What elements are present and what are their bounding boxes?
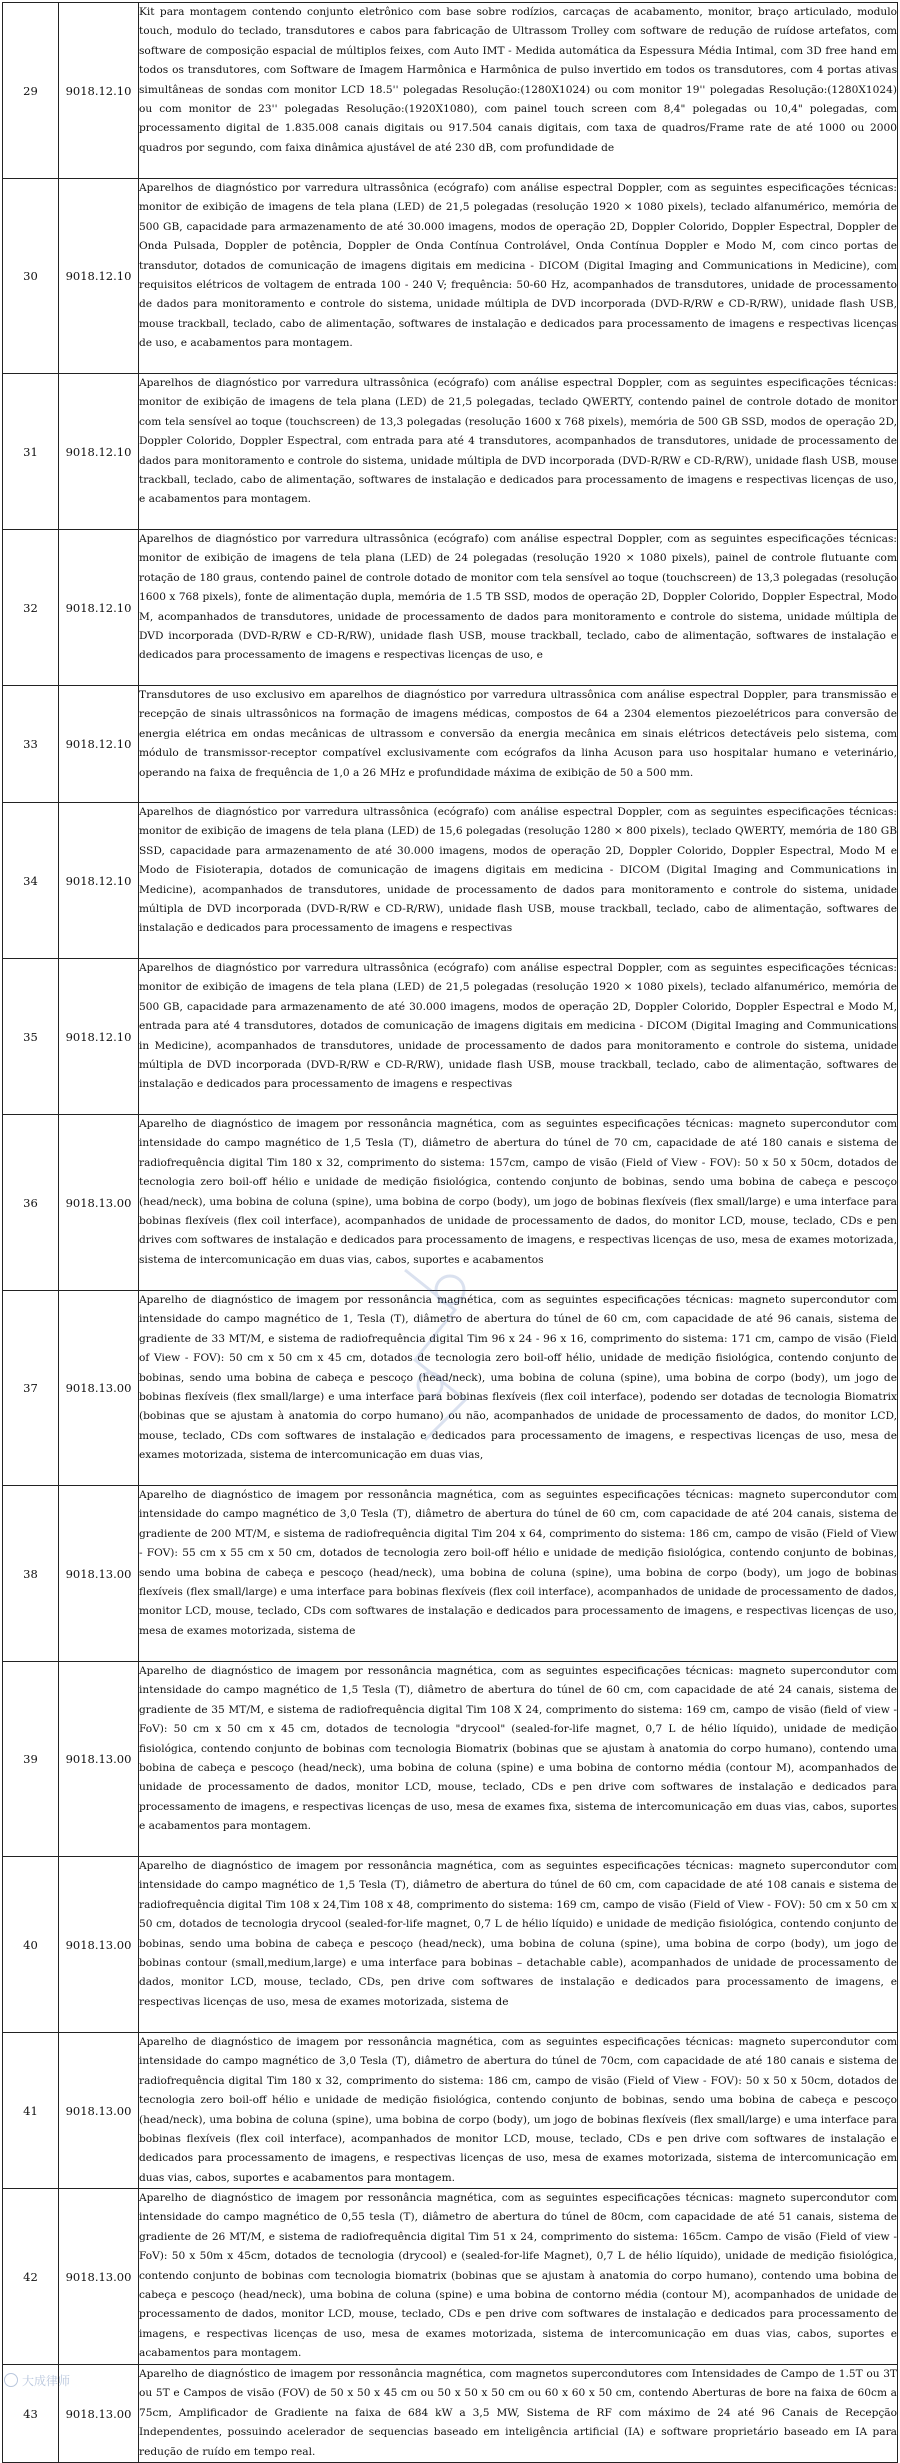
product-description-cell	[139, 530, 898, 686]
item-number: 43	[3, 2365, 59, 2463]
ncm-code: 9018.12.10	[59, 179, 139, 374]
product-description: Aparelhos de diagnóstico por varredura ultrassônica (ecógrafo) com análise espectral Doppler, com as seguintes especificações técnicas: monitor de exibição de imagens de tela plana (LED) de 21,5 polegadas, teclado QWERTY, contendo painel de controle dotado de monitor com tela sensível ao toque (touchscreen) de 13,3 polegadas (resolução 1600 x 768 pixels), memória de 500 GB SSD, modos de operação 2D, Doppler Colorido, Doppler Espectral, com entrada para até 4 transdutores, acompanhados de transdutores, unidade de processamento de dados para monitoramento e controle do sistema, unidade múltipla de DVD incorporada (DVD-R/RW e CD-R/RW), unidade flash USB, mouse trackball, teclado, cabo de alimentação, softwares de instalação e dedicados para processamento de imagens e respectivas licenças de uso, e acabamentos para montagem.	[139, 377, 897, 506]
ncm-code: 9018.13.00	[59, 2033, 139, 2189]
ncm-code: 9018.12.10	[59, 803, 139, 959]
footer-watermark	[0, 2368, 144, 2392]
watermark-logo-icon	[4, 2373, 18, 2387]
table-row	[3, 2189, 898, 2365]
product-description-cell	[139, 1291, 898, 1486]
item-number: 42	[3, 2189, 59, 2365]
ncm-code: 9018.12.10	[59, 686, 139, 803]
table-row	[3, 1857, 898, 2033]
item-number: 30	[3, 179, 59, 374]
product-description: Aparelhos de diagnóstico por varredura ultrassônica (ecógrafo) com análise espectral Doppler, com as seguintes especificações técnicas: monitor de exibição de imagens de tela plana (LED) de 21,5 polegadas (resolução 1920 × 1080 pixels), teclado alfanumérico, memória de 500 GB, capacidade para armazenamento de até 30.000 imagens, modos de operação 2D, Doppler Colorido, Doppler Espectral e Modo M, entrada para até 4 transdutores, dotados de comunicação de imagens digitais em medicina - DICOM (Digital Imaging and Communications in Medicine), acompanhados de transdutores, unidade de processamento de dados para monitoramento e controle do sistema, unidade múltipla de DVD incorporada (DVD-R/RW e CD-R/RW), unidade flash USB, mouse trackball, teclado, cabo de alimentação, softwares de instalação e dedicados para processamento de imagens e respectivas	[139, 962, 897, 1091]
product-description-cell	[139, 2033, 898, 2189]
item-number: 29	[3, 3, 59, 179]
item-number: 36	[3, 1115, 59, 1291]
product-description: Transdutores de uso exclusivo em aparelhos de diagnóstico por varredura ultrassônica com análise espectral Doppler, para transmissão e recepção de sinais ultrassônicos na formação de imagens médicas, compostos de 64 a 2304 elementos piezoelétricos para conversão de energia elétrica em ondas mecânicas de ultrassom e conversão da energia mecânica em sinais elétricos detectáveis pelo sistema, com módulo de transmissor-receptor compatível exclusivamente com ecógrafos da linha Acuson para uso hospitalar humano e veterinário, operando na faixa de frequência de 1,0 a 26 MHz e profundidade máxima de exibição de 50 a 500 mm.	[139, 689, 897, 779]
product-description: Aparelho de diagnóstico de imagem por ressonância magnética, com as seguintes especificações técnicas: magneto supercondutor com intensidade do campo magnético de 1, Tesla (T), diâmetro de abertura do túnel de 60 cm, com capacidade de até 96 canais, sistema de gradiente de 33 MT/M, e sistema de radiofrequência digital Tim 96 x 24 - 96 x 16, comprimento do sistema: 171 cm, campo de visão (Field of View - FOV): 50 cm x 50 cm x 45 cm, dotados de tecnologia zero boil-off hélio, unidade de medição fisiológica, contendo conjunto de bobinas, sendo uma bobina de cabeça e pescoço (head/neck), uma bobina de coluna (spine), uma bobina de corpo (body), um jogo de bobinas flexíveis (flex small/large) e uma interface para bobinas flexíveis (flex coil interface), podendo ser dotadas de tecnologia Biomatrix (bobinas que se ajustam à anatomia do corpo humano) ou não, acompanhados de unidade de processamento de dados, do monitor LCD, mouse, teclado, CDs com softwares de instalação e dedicados para processamento de imagens, e respectivas licenças de uso, mesa de exames motorizada, sistema de intercomunicação em duas vias,	[139, 1294, 897, 1462]
ncm-code: 9018.12.10	[59, 3, 139, 179]
ncm-code: 9018.12.10	[59, 959, 139, 1115]
product-description-cell	[139, 1115, 898, 1291]
ncm-code: 9018.13.00	[59, 1115, 139, 1291]
product-description: Aparelho de diagnóstico de imagem por ressonância magnética, com as seguintes especificações técnicas: magneto supercondutor com intensidade do campo magnético de 1,5 Tesla (T), diâmetro de abertura do túnel de 70 cm, capacidade de até 180 canais e sistema de radiofrequência digital Tim 180 x 32, comprimento do sistema: 157cm, campo de visão (Field of View - FOV): 50 x 50 x 50cm, dotados de tecnologia zero boil-off hélio e unidade de medição fisiológica, contendo conjunto de bobinas, sendo uma bobina de cabeça e pescoço (head/neck), uma bobina de coluna (spine), uma bobina de corpo (body), um jogo de bobinas flexíveis (flex small/large) e uma interface para bobinas flexíveis (flex coil interface), acompanhados de unidade de processamento de dados, do monitor LCD, mouse, teclado, CDs e pen drives com softwares de instalação e dedicados para processamento de imagens, e respectivas licenças de uso, mesa de exames motorizada, sistema de intercomunicação em duas vias, cabos, suportes e acabamentos	[139, 1118, 897, 1266]
table-row	[3, 1662, 898, 1857]
item-number: 32	[3, 530, 59, 686]
ncm-table	[2, 2, 898, 2463]
product-description: Kit para montagem contendo conjunto eletrônico com base sobre rodízios, carcaças de acabamento, monitor, braço articulado, modulo touch, modulo do teclado, transdutores e cabos para fabricação de Ultrassom Trolley com software de redução de ruídose artefatos, com software de composição espacial de múltiplos feixes, com Auto IMT - Medida automática da Espessura Média Intimal, com 3D free hand em todos os transdutores, com Software de Imagem Harmônica e Harmônica de pulso invertido em todos os transdutores, com 4 portas ativas simultâneas de sondas com monitor LCD 18.5'' polegadas Resolução:(1280X1024) ou com monitor 19'' polegadas Resolução:(1280X1024) ou com monitor de 23'' polegadas Resolução:(1920X1080), com painel touch screen com 8,4" polegadas ou 10,4" polegadas, com processamento digital de 1.835.008 canais digitais ou 917.504 canais digitais, com taxa de quadros/Frame rate de até 1000 ou 2000 quadros por segundo, com faixa dinâmica ajustável de até 230 dB, com profundidade de	[139, 6, 897, 154]
table-row	[3, 686, 898, 803]
table-row	[3, 530, 898, 686]
product-description-cell	[139, 803, 898, 959]
item-number: 39	[3, 1662, 59, 1857]
product-description-cell	[139, 1662, 898, 1857]
product-description: Aparelho de diagnóstico de imagem por ressonância magnética, com as seguintes especificações técnicas: magneto supercondutor com intensidade do campo magnético de 0,55 tesla (T), diâmetro de abertura do túnel de 80cm, com capacidade de até 51 canais, sistema de gradiente de 26 MT/M, e sistema de radiofrequência digital Tim 51 x 24, comprimento do sistema: 165cm. Campo de visão (Field of view - FoV): 50 x 50m x 45cm, dotados de tecnologia (drycool) e (sealed-for-life Magnet), 0,7 L de hélio líquido), unidade de medição fisiológica, contendo conjunto de bobinas com tecnologia biomatrix (bobinas que se ajustam à anatomia do corpo humano), contendo uma bobina de cabeça e pescoço (head/neck), uma bobina de coluna (spine) e uma bobina de contorno média (contour M), acompanhados de unidade de processamento de dados, monitor LCD, mouse, teclado, CDs e pen drive com softwares de instalação e dedicados para processamento de imagens, e respectivas licenças de uso, mesa de exames motorizada, sistema de intercomunicação em duas vias, cabos, suportes e acabamentos para montagem.	[139, 2192, 897, 2360]
item-number: 33	[3, 686, 59, 803]
product-description: Aparelho de diagnóstico de imagem por ressonância magnética, com as seguintes especificações técnicas: magneto supercondutor com intensidade do campo magnético de 1,5 Tesla (T), diâmetro de abertura do túnel de 60 cm, com capacidade de até 108 canais e sistema de radiofrequência digital Tim 108 x 24,Tim 108 x 48, comprimento do sistema: 169 cm, campo de visão (Field of View - FOV): 50 cm x 50 cm x 50 cm, dotados de tecnologia drycool (sealed-for-life magnet, 0,7 L de hélio líquido) e unidade de medição fisiológica, contendo conjunto de bobinas, sendo uma bobina de cabeça e pescoço (head/neck), uma bobina de coluna (spine), uma bobina de corpo (body), um jogo de bobinas contour (small,medium,large) e uma interface para bobinas – detachable cable), acompanhados de unidade de processamento de dados, monitor LCD, mouse, teclado, CDs, pen drive com softwares de instalação e dedicados para processamento de imagens, e respectivas licenças de uso, mesa de exames motorizada, sistema de	[139, 1860, 897, 2008]
product-description-cell	[139, 179, 898, 374]
item-number: 41	[3, 2033, 59, 2189]
product-description: Aparelho de diagnóstico de imagem por ressonância magnética, com magnetos supercondutores com Intensidades de Campo de 1.5T ou 3T ou 5T e Campos de visão (FOV) de 50 x 50 x 45 cm ou 50 x 50 x 50 cm ou 60 x 60 x 50 cm, contendo Aberturas de bore na faixa de 60cm a 75cm, Amplificador de Gradiente na faixa de 684 kW a 3,5 MW, Sistema de RF com máximo de 24 até 96 Canais de Recepção Independentes, possuindo acelerador de sequencias baseado em inteligência artificial (IA) e software proprietário baseado em IA para redução de ruído em tempo real.	[139, 2368, 897, 2458]
ncm-code: 9018.13.00	[59, 1662, 139, 1857]
ncm-code: 9018.13.00	[59, 1857, 139, 2033]
table-row	[3, 2033, 898, 2189]
item-number: 34	[3, 803, 59, 959]
product-description: Aparelho de diagnóstico de imagem por ressonância magnética, com as seguintes especificações técnicas: magneto supercondutor com intensidade do campo magnético de 3,0 Tesla (T), diâmetro de abertura do túnel de 60 cm, com capacidade de até 204 canais, sistema de gradiente de 200 MT/M, e sistema de radiofrequência digital Tim 204 x 64, comprimento do sistema: 186 cm, campo de visão (Field of View - FOV): 55 cm x 55 cm x 50 cm, dotados de tecnologia zero boil-off hélio e unidade de medição fisiológica, contendo conjunto de bobinas, sendo uma bobina de cabeça e pescoço (head/neck), uma bobina de coluna (spine), uma bobina de corpo (body), um jogo de bobinas flexíveis (flex small/large) e uma interface para bobinas flexíveis (flex coil interface), acompanhados de unidade de processamento de dados, monitor LCD, mouse, teclado, CDs com softwares de instalação e dedicados para processamento de imagens, e respectivas licenças de uso, mesa de exames motorizada, sistema de	[139, 1489, 897, 1637]
table-row	[3, 3, 898, 179]
ncm-code: 9018.13.00	[59, 2189, 139, 2365]
table-row	[3, 1486, 898, 1662]
product-description: Aparelhos de diagnóstico por varredura ultrassônica (ecógrafo) com análise espectral Doppler, com as seguintes especificações técnicas: monitor de exibição de imagens de tela plana (LED) de 15,6 polegadas (resolução 1280 × 800 pixels), teclado QWERTY, memória de 180 GB SSD, capacidade para armazenamento de até 30.000 imagens, modos de operação 2D, Doppler Colorido, Doppler Espectral, Modo M e Modo de Fisioterapia, dotados de comunicação de imagens digitais em medicina - DICOM (Digital Imaging and Communications in Medicine), acompanhados de transdutores, unidade de processamento de dados para monitoramento e controle do sistema, unidade múltipla de DVD incorporada (DVD-R/RW e CD-R/RW), unidade flash USB, mouse trackball, teclado, cabo de alimentação, softwares de instalação e dedicados para processamento de imagens e respectivas	[139, 806, 897, 935]
product-description-cell	[139, 2189, 898, 2365]
product-description: Aparelhos de diagnóstico por varredura ultrassônica (ecógrafo) com análise espectral Doppler, com as seguintes especificações técnicas: monitor de exibição de imagens de tela plana (LED) de 24 polegadas (resolução 1920 × 1080 pixels), painel de controle flutuante com rotação de 180 graus, contendo painel de controle dotado de monitor com tela sensível ao toque (touchscreen) de 13,3 polegadas (resolução 1600 x 768 pixels), fonte de alimentação dupla, memória de 1.5 TB SSD, modos de operação 2D, Doppler Colorido, Doppler Espectral, Modo M, acompanhados de transdutores, unidade de processamento de dados para monitoramento e controle do sistema, unidade múltipla de DVD incorporada (DVD-R/RW e CD-R/RW), unidade flash USB, mouse trackball, teclado, cabo de alimentação, softwares de instalação e dedicados para processamento de imagens e respectivas licenças de uso, e	[139, 533, 897, 662]
table-row	[3, 1291, 898, 1486]
product-description-cell	[139, 374, 898, 530]
table-row	[3, 1115, 898, 1291]
product-description: Aparelho de diagnóstico de imagem por ressonância magnética, com as seguintes especificações técnicas: magneto supercondutor com intensidade do campo magnético de 3,0 Tesla (T), diâmetro de abertura do túnel de 70cm, com capacidade de até 180 canais e sistema de radiofrequência digital Tim 180 x 32, comprimento do sistema: 186 cm, campo de visão (Field of View - FOV): 50 x 50 x 50cm, dotados de tecnologia zero boil-off hélio e unidade de medição fisiológica, contendo conjunto de bobinas, sendo uma bobina de cabeça e pescoço (head/neck), uma bobina de coluna (spine), uma bobina de corpo (body), um jogo de bobinas flexíveis (flex small/large) e uma interface para bobinas flexíveis (flex coil interface), acompanhados de monitor LCD, mouse, teclado, CDs e pen drive com softwares de instalação e dedicados para processamento de imagens, e respectivas licenças de uso, mesa de exames motorizada, sistema de intercomunicação em duas vias, cabos, suportes e acabamentos para montagem.	[139, 2036, 897, 2184]
product-description-cell	[139, 1857, 898, 2033]
product-description: Aparelho de diagnóstico de imagem por ressonância magnética, com as seguintes especificações técnicas: magneto supercondutor com intensidade do campo magnético de 1,5 Tesla (T), diâmetro de abertura do túnel de 60 cm, com capacidade de até 24 canais, sistema de gradiente de 35 MT/M, e sistema de radiofrequência digital Tim 108 X 24, comprimento do sistema: 169 cm, campo de visão (field of view - FoV): 50 cm x 50 cm x 45 cm, dotados de tecnologia "drycool" (sealed-for-life magnet, 0,7 L de hélio líquido), unidade de medição fisiológica, contendo conjunto de bobinas com tecnologia Biomatrix (bobinas que se ajustam à anatomia do corpo humano), contendo uma bobina de cabeça e pescoço (head/neck), uma bobina de coluna (spine) e uma bobina de contorno média (contour M), acompanhados de unidade de processamento de dados, monitor LCD, mouse, teclado, CDs e pen drive com softwares de instalação e dedicados para processamento de imagens, e respectivas licenças de uso, mesa de exames fixa, sistema de intercomunicação em duas vias, cabos, suportes e acabamentos para montagem.	[139, 1665, 897, 1833]
ncm-code: 9018.13.00	[59, 1486, 139, 1662]
table-row	[3, 803, 898, 959]
table-row	[3, 179, 898, 374]
item-number: 35	[3, 959, 59, 1115]
product-description: Aparelhos de diagnóstico por varredura ultrassônica (ecógrafo) com análise espectral Doppler, com as seguintes especificações técnicas: monitor de exibição de imagens de tela plana (LED) de 21,5 polegadas (resolução 1920 × 1080 pixels), teclado alfanumérico, memória de 500 GB, capacidade para armazenamento de até 30.000 imagens, modos de operação 2D, Doppler Colorido, Doppler Espectral, Doppler de Onda Pulsada, Doppler de potência, Doppler de Onda Contínua Controlável, Onda Contínua Doppler e Modo M, com cinco portas de transdutor, dotados de comunicação de imagens digitais em medicina - DICOM (Digital Imaging and Communications in Medicine), com requisitos elétricos de voltagem de entrada 100 - 240 V; frequência: 50-60 Hz, acompanhados de transdutores, unidade de processamento de dados para monitoramento e controle do sistema, unidade múltipla de DVD incorporada (DVD-R/RW e CD-R/RW), unidade flash USB, mouse trackball, teclado, cabo de alimentação, softwares de instalação e dedicados para processamento de imagens e respectivas licenças de uso, e acabamentos para montagem.	[139, 182, 897, 350]
product-description-cell	[139, 686, 898, 803]
item-number: 40	[3, 1857, 59, 2033]
table-row	[3, 959, 898, 1115]
item-number: 31	[3, 374, 59, 530]
item-number: 37	[3, 1291, 59, 1486]
ncm-code: 9018.13.00	[59, 2365, 139, 2463]
watermark-text: 大成律师	[22, 2373, 71, 2388]
product-description-cell	[139, 3, 898, 179]
ncm-code: 9018.13.00	[59, 1291, 139, 1486]
product-description-cell	[139, 1486, 898, 1662]
table-row	[3, 374, 898, 530]
ncm-code: 9018.12.10	[59, 374, 139, 530]
ncm-code: 9018.12.10	[59, 530, 139, 686]
product-description-cell	[139, 959, 898, 1115]
item-number: 38	[3, 1486, 59, 1662]
ncm-table-body	[3, 3, 898, 2463]
product-description-cell	[139, 2365, 898, 2463]
